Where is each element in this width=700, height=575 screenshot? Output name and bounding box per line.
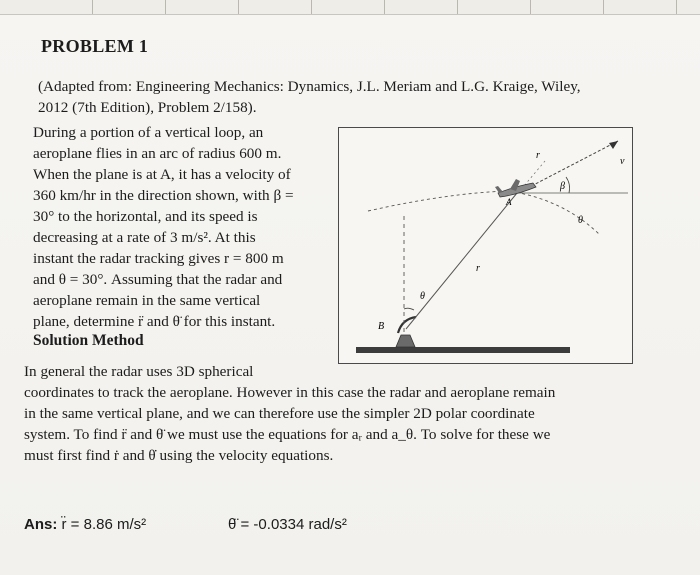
label-r-top: r — [536, 150, 540, 161]
answer-theta-ddot-value: θ̈ = -0.0334 rad/s² — [228, 516, 347, 533]
label-A: A — [506, 197, 512, 207]
method-line: must first find ṙ and θ̇ using the velocity equations. — [24, 447, 334, 464]
answer-r-ddot — [24, 516, 146, 533]
label-beta: β — [560, 181, 565, 192]
strip-tick — [603, 0, 604, 14]
method-line: coordinates to track the aeroplane. However in this case the radar and aeroplane remain — [24, 384, 556, 401]
statement-line: When the plane is at A, it has a velocity of — [33, 166, 291, 183]
answer-theta-ddot — [228, 516, 347, 533]
source-citation — [38, 76, 678, 118]
strip-tick — [676, 0, 677, 14]
method-line: in the same vertical plane, and we can therefore use the simpler 2D polar coordinate — [24, 405, 535, 422]
statement-line: aeroplane flies in an arc of radius 600 m. — [33, 145, 282, 162]
ground-bar — [356, 347, 570, 353]
problem-statement — [33, 122, 326, 332]
source-line-1: (Adapted from: Engineering Mechanics: Dynamics, J.L. Meriam and L.G. Kraige, Wiley, — [38, 78, 581, 95]
method-line: In general the radar uses 3D spherical — [24, 363, 254, 380]
strip-tick — [92, 0, 93, 14]
statement-line: decreasing at a rate of 3 m/s². At this — [33, 229, 256, 246]
strip-tick — [165, 0, 166, 14]
statement-line: 30° to the horizontal, and its speed is — [33, 208, 258, 225]
statement-line: During a portion of a vertical loop, an — [33, 124, 264, 141]
radar-tracking-figure — [338, 127, 633, 364]
strip-tick — [457, 0, 458, 14]
strip-tick — [530, 0, 531, 14]
method-line: system. To find r̈ and θ̈ we must use the equations for aᵣ and a_θ. To solve for these we — [24, 426, 551, 443]
statement-line: aeroplane remain in the same vertical — [33, 292, 261, 309]
statement-line: instant the radar tracking gives r = 800 m — [33, 250, 284, 267]
label-theta-right: θ — [578, 215, 583, 226]
label-theta-radar: θ — [420, 291, 425, 302]
top-binding-strip — [0, 0, 700, 15]
strip-tick — [238, 0, 239, 14]
statement-line: and θ = 30°. Assuming that the radar and — [33, 271, 283, 288]
answer-r-ddot-value: r̈ = 8.86 m/s² — [61, 516, 147, 533]
problem-title: PROBLEM 1 — [41, 36, 149, 56]
strip-tick — [384, 0, 385, 14]
label-r-mid: r — [476, 263, 480, 274]
answer-label: Ans: — [24, 516, 58, 533]
source-line-2: 2012 (7th Edition), Problem 2/158). — [38, 99, 257, 116]
solution-heading: Solution Method — [33, 332, 144, 349]
label-v: v — [620, 156, 625, 167]
label-B: B — [378, 321, 385, 332]
statement-line: 360 km/hr in the direction shown, with β = — [33, 187, 294, 204]
statement-line: plane, determine r̈ and θ̈ for this instant. — [33, 313, 276, 330]
strip-tick — [311, 0, 312, 14]
solution-method-text — [24, 361, 659, 466]
